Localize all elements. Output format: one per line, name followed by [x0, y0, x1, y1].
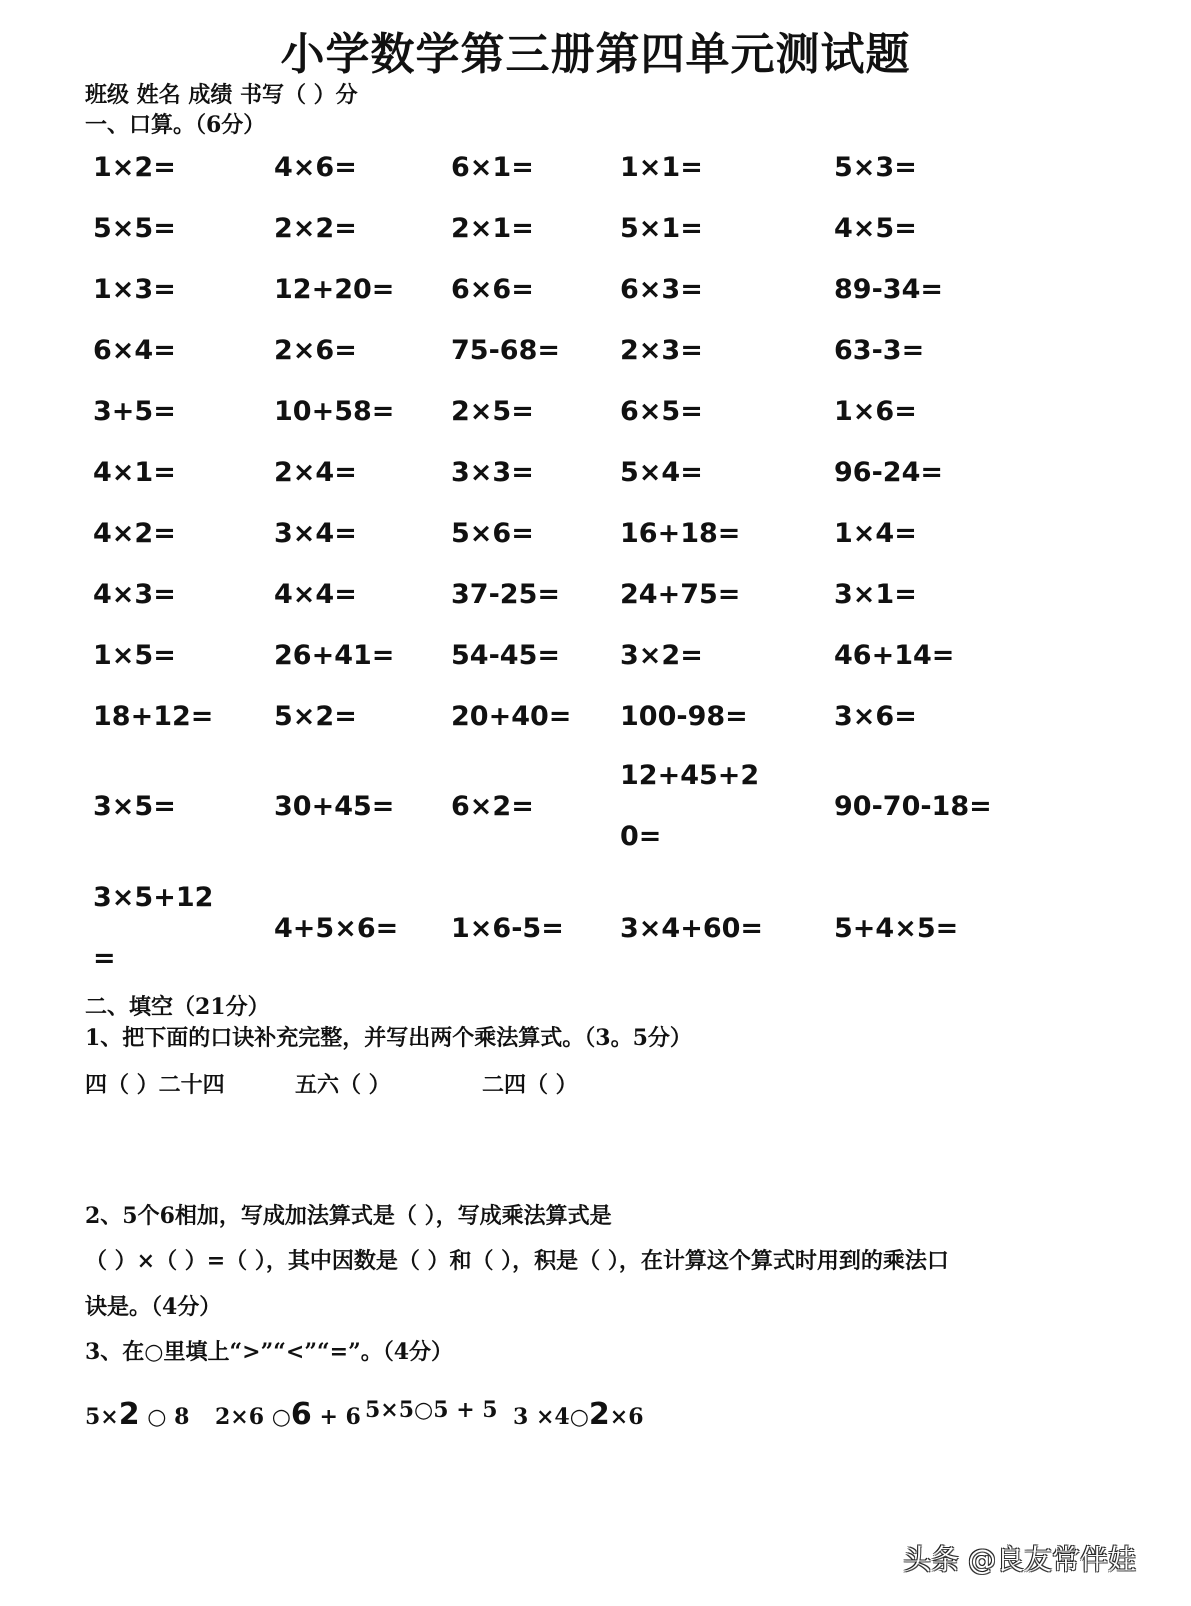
problem-cell: 90-70-18=	[834, 791, 992, 822]
problem-cell: =	[93, 943, 116, 974]
problem-cell: 3×2=	[620, 640, 703, 671]
problem-cell: 5×3=	[834, 152, 917, 183]
problem-cell: 1×6=	[834, 396, 917, 427]
problem-cell: 1×3=	[93, 274, 176, 305]
fill-blank-item: 二四（ ）	[482, 1072, 578, 1098]
problem-cell: 6×1=	[451, 152, 534, 183]
problem-cell: 4×3=	[93, 579, 176, 610]
fill-blank-item: 五六（ ）	[295, 1072, 391, 1098]
problem-cell: 2×5=	[451, 396, 534, 427]
question-1-prompt: 1、把下面的口诀补充完整，并写出两个乘法算式。（3。5分）	[85, 1025, 692, 1051]
problem-cell: 12+45+2	[620, 760, 760, 791]
problem-cell: 54-45=	[451, 640, 560, 671]
problem-cell: 10+58=	[274, 396, 395, 427]
problem-cell: 24+75=	[620, 579, 741, 610]
problem-cell: 26+41=	[274, 640, 395, 671]
problem-cell: 1×2=	[93, 152, 176, 183]
problem-cell: 18+12=	[93, 701, 214, 732]
problem-cell: 3×4=	[274, 518, 357, 549]
problem-cell: 4×2=	[93, 518, 176, 549]
problem-cell: 3×5+12	[93, 882, 214, 913]
problem-cell: 37-25=	[451, 579, 560, 610]
problem-cell: 4×6=	[274, 152, 357, 183]
problem-cell: 2×2=	[274, 213, 357, 244]
problem-cell: 89-34=	[834, 274, 943, 305]
watermark: 头条 @良友常伴娃	[903, 1543, 1136, 1576]
problem-cell: 6×5=	[620, 396, 703, 427]
problem-cell: 0=	[620, 821, 662, 852]
problem-cell: 4+5×6=	[274, 913, 399, 944]
compare-left: 5×	[85, 1404, 119, 1430]
problem-cell: 46+14=	[834, 640, 955, 671]
problem-cell: 3+5=	[93, 396, 176, 427]
problem-cell: 1×1=	[620, 152, 703, 183]
problem-cell: 3×4+60=	[620, 913, 764, 944]
compare-item: 3 ×4○2×6	[513, 1397, 644, 1432]
problem-cell: 3×5=	[93, 791, 176, 822]
problem-cell: 16+18=	[620, 518, 741, 549]
question-2-line1: 2、5个6相加，写成加法算式是（ ），写成乘法算式是	[85, 1203, 612, 1229]
problem-cell: 20+40=	[451, 701, 572, 732]
compare-item: 2×6 ○6 + 6	[215, 1397, 361, 1432]
problem-cell: 5+4×5=	[834, 913, 959, 944]
problem-cell: 63-3=	[834, 335, 925, 366]
problem-cell: 6×2=	[451, 791, 534, 822]
problem-cell: 30+45=	[274, 791, 395, 822]
problem-cell: 5×1=	[620, 213, 703, 244]
question-2-line3: 诀是。（4分）	[85, 1294, 222, 1320]
problem-cell: 4×4=	[274, 579, 357, 610]
question-3-prompt: 3、在○里填上“>”“<”“=”。（4分）	[85, 1339, 454, 1365]
problem-cell: 2×4=	[274, 457, 357, 488]
problem-cell: 5×2=	[274, 701, 357, 732]
student-info-line: 班级 姓名 成绩 书写（ ）分	[85, 82, 358, 108]
question-2-line2: （ ）×（ ）=（ ），其中因数是（ ）和（ ），积是（ ），在计算这个算式时用到的乘法口	[85, 1248, 949, 1274]
compare-item: 5×5○5 + 5	[365, 1397, 498, 1423]
problem-cell: 2×3=	[620, 335, 703, 366]
page-title: 小学数学第三册第四单元测试题	[280, 29, 911, 80]
problem-cell: 5×4=	[620, 457, 703, 488]
problem-cell: 4×5=	[834, 213, 917, 244]
problem-cell: 6×3=	[620, 274, 703, 305]
problem-cell: 75-68=	[451, 335, 560, 366]
problem-cell: 5×5=	[93, 213, 176, 244]
problem-cell: 2×1=	[451, 213, 534, 244]
problem-cell: 2×6=	[274, 335, 357, 366]
compare-item: 5×2 ○ 8	[85, 1397, 190, 1432]
problem-cell: 12+20=	[274, 274, 395, 305]
section1-heading: 一、口算。（6分）	[85, 112, 266, 138]
problem-cell: 3×1=	[834, 579, 917, 610]
problem-cell: 1×6-5=	[451, 913, 564, 944]
fill-blank-item: 四（ ）二十四	[85, 1072, 225, 1098]
problem-cell: 96-24=	[834, 457, 943, 488]
problem-cell: 5×6=	[451, 518, 534, 549]
problem-cell: 3×6=	[834, 701, 917, 732]
problem-cell: 6×4=	[93, 335, 176, 366]
problem-cell: 3×3=	[451, 457, 534, 488]
problem-cell: 1×5=	[93, 640, 176, 671]
problem-cell: 6×6=	[451, 274, 534, 305]
problem-cell: 1×4=	[834, 518, 917, 549]
section2-heading: 二、填空（21分）	[85, 994, 270, 1020]
problem-cell: 100-98=	[620, 701, 748, 732]
problem-cell: 4×1=	[93, 457, 176, 488]
